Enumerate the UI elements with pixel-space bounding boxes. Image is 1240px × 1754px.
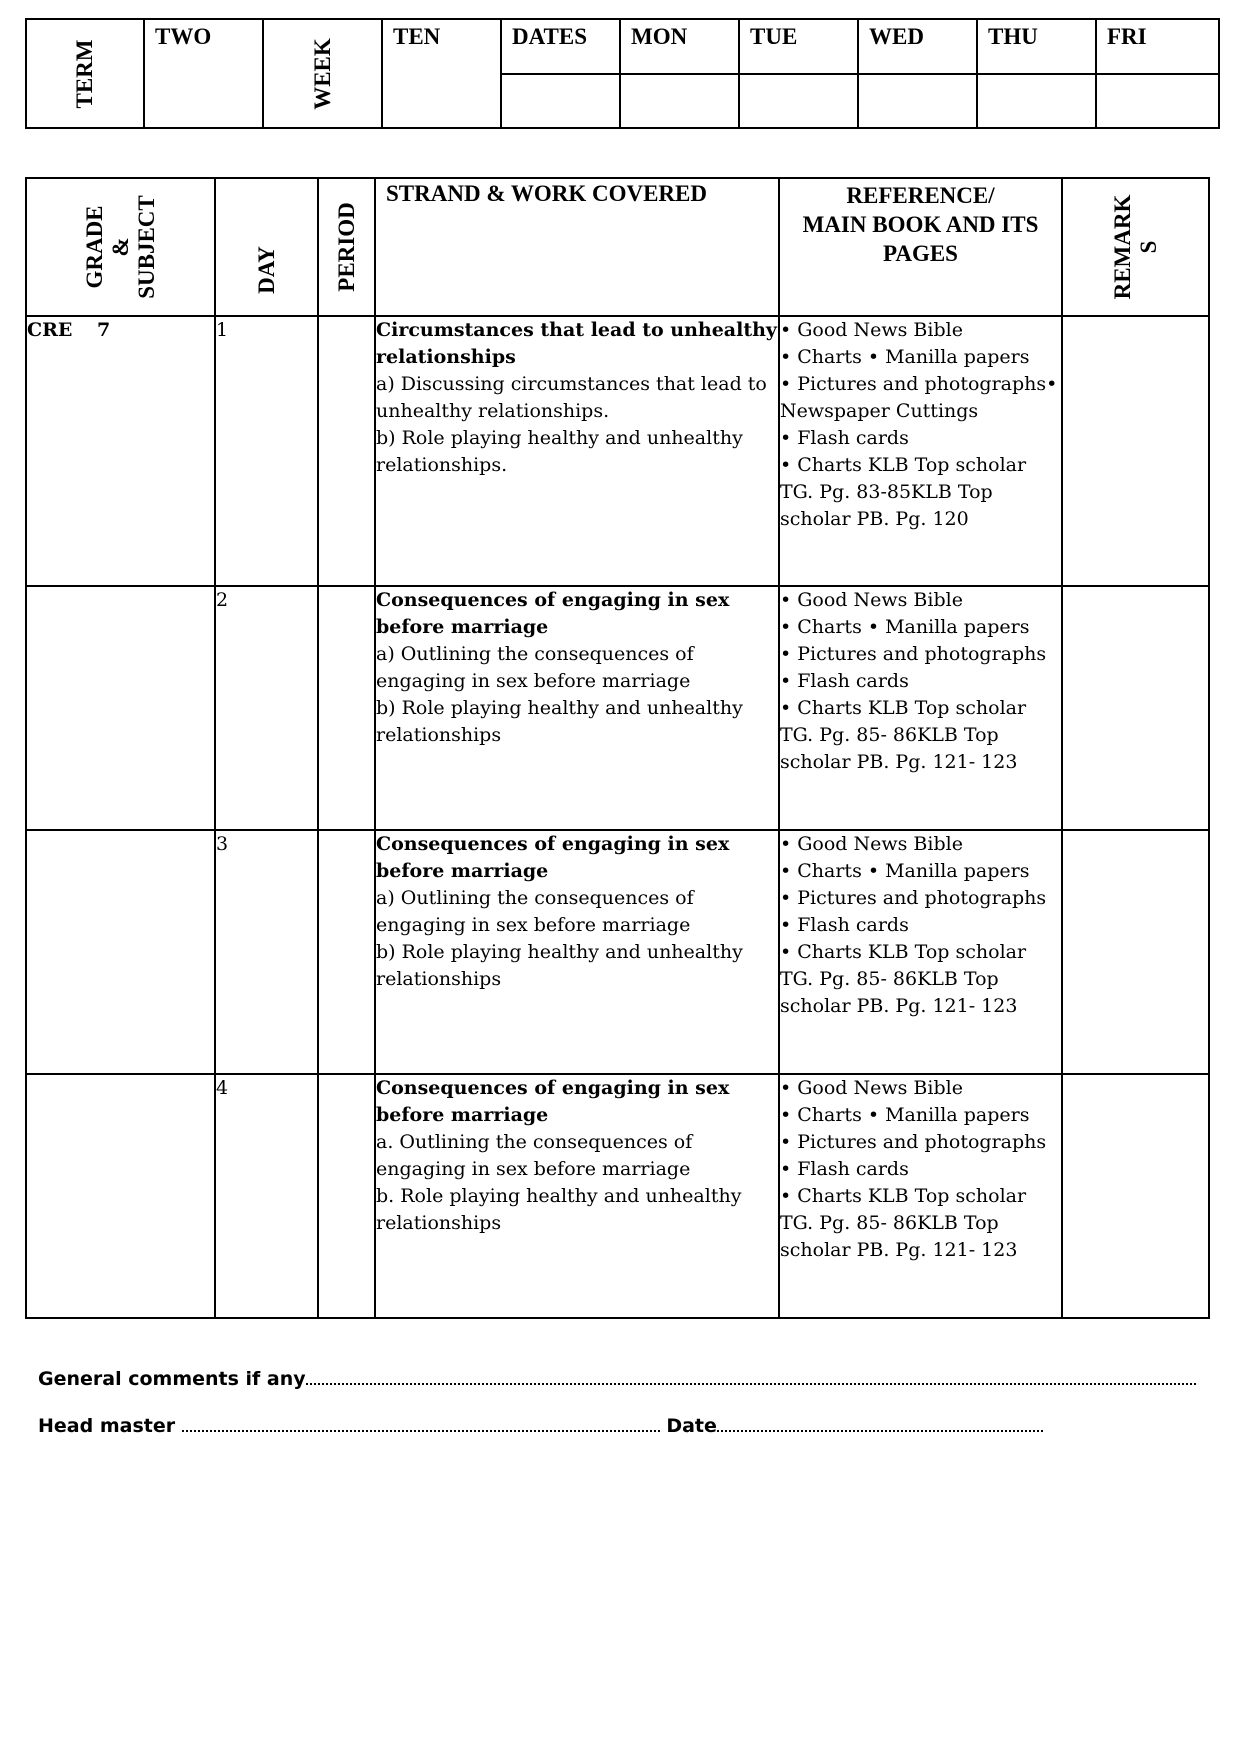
week-value: TEN bbox=[393, 24, 441, 49]
date-label: Date bbox=[666, 1415, 717, 1437]
col-reference-line-1: REFERENCE/ bbox=[846, 183, 995, 208]
date-field[interactable] bbox=[717, 1416, 1043, 1432]
day-wed-cell bbox=[858, 19, 977, 74]
reference-item: • Pictures and photographs bbox=[780, 643, 1047, 665]
week-label: WEEK bbox=[309, 37, 335, 110]
work-line: a. Outlining the consequences of engaging in sex before marriage bbox=[376, 1131, 693, 1180]
reference-item: • Pictures and photographs bbox=[780, 887, 1047, 909]
reference-item: • Good News Bible bbox=[780, 319, 963, 341]
remarks-cell[interactable] bbox=[1062, 586, 1209, 830]
work-title: Consequences of engaging in sex before marriage bbox=[376, 1077, 730, 1126]
remarks-cell[interactable] bbox=[1062, 830, 1209, 1074]
table-row bbox=[26, 586, 1209, 830]
reference-cell bbox=[779, 1074, 1062, 1318]
grade-subject-cell: CRE 7 bbox=[26, 316, 215, 586]
col-reference bbox=[779, 178, 1062, 316]
general-comments-label: General comments if any bbox=[38, 1368, 306, 1390]
dates-value-cell[interactable] bbox=[501, 74, 620, 128]
reference-item: • Charts • Manilla papers bbox=[780, 1104, 1030, 1126]
reference-cell bbox=[779, 830, 1062, 1074]
col-grade-line-3: SUBJECT bbox=[133, 195, 159, 299]
col-strand-label: STRAND & WORK COVERED bbox=[386, 181, 707, 206]
day-fri: FRI bbox=[1107, 24, 1147, 49]
grade-subject-cell bbox=[26, 586, 215, 830]
reference-item: • Flash cards bbox=[780, 427, 909, 449]
day-cell: 2 bbox=[215, 586, 318, 830]
work-line: a) Outlining the consequences of engaging in sex before marriage bbox=[376, 643, 694, 692]
remarks-cell[interactable] bbox=[1062, 316, 1209, 586]
work-table bbox=[25, 177, 1210, 1319]
col-grade-subject-label bbox=[82, 195, 160, 299]
dates-label: DATES bbox=[512, 24, 587, 49]
date-thu-cell[interactable] bbox=[977, 74, 1096, 128]
general-comments-line bbox=[38, 1368, 1196, 1390]
term-label: TERM bbox=[72, 39, 97, 108]
period-cell[interactable] bbox=[318, 316, 375, 586]
work-cell bbox=[375, 586, 779, 830]
headmaster-field[interactable] bbox=[182, 1416, 660, 1432]
col-reference-line-2: MAIN BOOK AND ITS bbox=[802, 212, 1039, 237]
date-mon-cell[interactable] bbox=[620, 74, 739, 128]
col-remarks-line-1: REMARK bbox=[1109, 194, 1135, 300]
reference-item: • Charts • Manilla papers bbox=[780, 860, 1030, 882]
remarks-cell[interactable] bbox=[1062, 1074, 1209, 1318]
col-remarks bbox=[1062, 178, 1209, 316]
work-line: b. Role playing healthy and unhealthy relationships bbox=[376, 1185, 742, 1234]
col-period-label: PERIOD bbox=[333, 202, 359, 292]
day-wed: WED bbox=[869, 24, 924, 49]
day-cell: 1 bbox=[215, 316, 318, 586]
reference-item: • Pictures and photographs bbox=[780, 1131, 1047, 1153]
headmaster-label: Head master bbox=[38, 1415, 176, 1437]
reference-cell bbox=[779, 586, 1062, 830]
term-value-cell bbox=[144, 19, 263, 128]
day-cell: 4 bbox=[215, 1074, 318, 1318]
col-day-label: DAY bbox=[253, 246, 279, 294]
reference-item: • Good News Bible bbox=[780, 589, 963, 611]
term-value: TWO bbox=[155, 24, 212, 49]
table-row bbox=[26, 1074, 1209, 1318]
day-fri-cell bbox=[1096, 19, 1219, 74]
work-title: Circumstances that lead to unhealthy relationships bbox=[376, 319, 777, 368]
work-title: Consequences of engaging in sex before marriage bbox=[376, 833, 730, 882]
work-line: b) Role playing healthy and unhealthy relationships bbox=[376, 697, 743, 746]
period-cell[interactable] bbox=[318, 830, 375, 1074]
reference-cell bbox=[779, 316, 1062, 586]
reference-item: • Charts • Manilla papers bbox=[780, 346, 1030, 368]
period-cell[interactable] bbox=[318, 586, 375, 830]
work-cell bbox=[375, 830, 779, 1074]
table-row bbox=[26, 316, 1209, 586]
work-line: a) Discussing circumstances that lead to unhealthy relationships. bbox=[376, 373, 767, 422]
col-remarks-label bbox=[1110, 195, 1162, 300]
header-table bbox=[25, 18, 1220, 129]
reference-item: • Pictures and photographs• Newspaper Cuttings bbox=[780, 373, 1058, 422]
reference-item: • Charts • Manilla papers bbox=[780, 616, 1030, 638]
term-label-cell bbox=[26, 19, 144, 128]
reference-item: • Charts KLB Top scholar TG. Pg. 85- 86KLB Top scholar PB. Pg. 121- 123 bbox=[780, 697, 1027, 773]
col-strand bbox=[375, 178, 779, 316]
date-fri-cell[interactable] bbox=[1096, 74, 1219, 128]
col-reference-line-3: PAGES bbox=[883, 241, 958, 266]
reference-item: • Good News Bible bbox=[780, 1077, 963, 1099]
reference-item: • Charts KLB Top scholar TG. Pg. 85- 86KLB Top scholar PB. Pg. 121- 123 bbox=[780, 941, 1027, 1017]
grade-subject-cell bbox=[26, 1074, 215, 1318]
reference-item: • Good News Bible bbox=[780, 833, 963, 855]
day-mon-cell bbox=[620, 19, 739, 74]
col-grade-line-2: & bbox=[107, 237, 133, 257]
signoff-line bbox=[38, 1415, 1043, 1437]
week-label-cell bbox=[263, 19, 382, 128]
day-thu: THU bbox=[988, 24, 1038, 49]
reference-item: • Charts KLB Top scholar TG. Pg. 83-85KLB Top scholar PB. Pg. 120 bbox=[780, 454, 1027, 530]
grade-subject-cell bbox=[26, 830, 215, 1074]
work-cell bbox=[375, 316, 779, 586]
period-cell[interactable] bbox=[318, 1074, 375, 1318]
day-tue-cell bbox=[739, 19, 858, 74]
dates-label-cell bbox=[501, 19, 620, 74]
work-line: b) Role playing healthy and unhealthy relationships. bbox=[376, 427, 743, 476]
work-title: Consequences of engaging in sex before marriage bbox=[376, 589, 730, 638]
col-grade-line-1: GRADE bbox=[81, 205, 107, 289]
work-cell bbox=[375, 1074, 779, 1318]
reference-item: • Flash cards bbox=[780, 914, 909, 936]
col-day bbox=[215, 178, 318, 316]
general-comments-field[interactable] bbox=[306, 1369, 1196, 1385]
week-value-cell bbox=[382, 19, 501, 128]
date-tue-cell[interactable] bbox=[739, 74, 858, 128]
day-thu-cell bbox=[977, 19, 1096, 74]
reference-item: • Flash cards bbox=[780, 670, 909, 692]
col-period bbox=[318, 178, 375, 316]
date-wed-cell[interactable] bbox=[858, 74, 977, 128]
day-mon: MON bbox=[631, 24, 688, 49]
day-cell: 3 bbox=[215, 830, 318, 1074]
reference-item: • Flash cards bbox=[780, 1158, 909, 1180]
col-grade-subject bbox=[26, 178, 215, 316]
reference-item: • Charts KLB Top scholar TG. Pg. 85- 86KLB Top scholar PB. Pg. 121- 123 bbox=[780, 1185, 1027, 1261]
col-remarks-line-2: S bbox=[1135, 240, 1161, 254]
day-tue: TUE bbox=[750, 24, 798, 49]
table-row bbox=[26, 830, 1209, 1074]
work-line: a) Outlining the consequences of engaging in sex before marriage bbox=[376, 887, 694, 936]
work-line: b) Role playing healthy and unhealthy relationships bbox=[376, 941, 743, 990]
